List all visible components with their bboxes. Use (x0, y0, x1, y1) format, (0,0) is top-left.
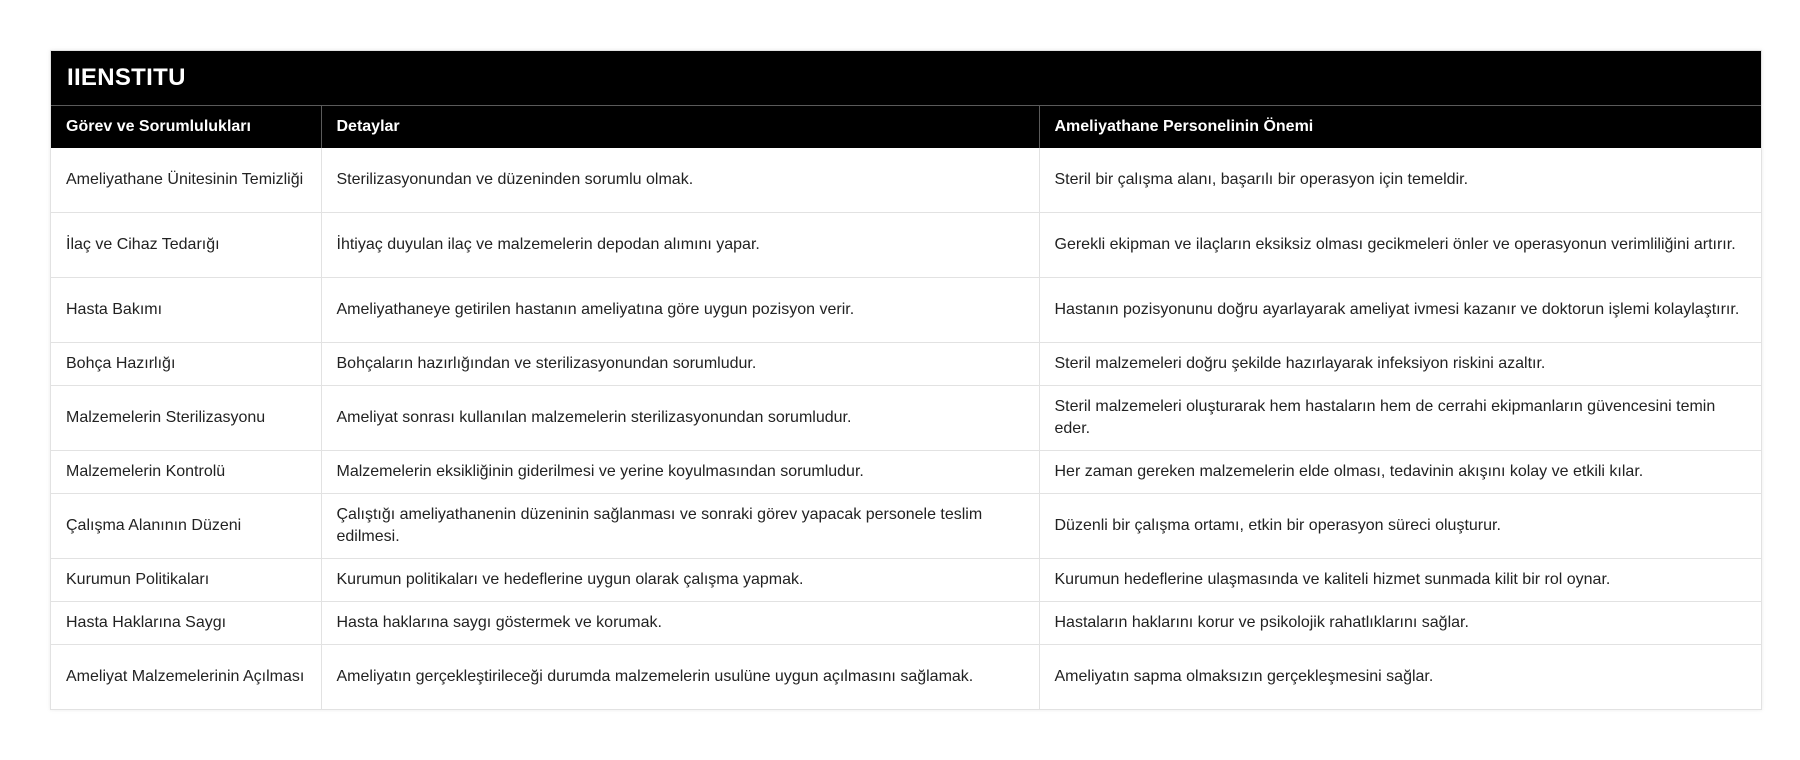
column-header-importance: Ameliyathane Personelinin Önemi (1039, 106, 1761, 148)
cell-duty: Kurumun Politikaları (51, 559, 321, 602)
duties-table (51, 106, 1761, 709)
cell-detail: Kurumun politikaları ve hedeflerine uygun olarak çalışma yapmak. (321, 559, 1039, 602)
table-row (51, 148, 1761, 213)
cell-detail: İhtiyaç duyulan ilaç ve malzemelerin depodan alımını yapar. (321, 213, 1039, 278)
table-row (51, 278, 1761, 343)
table-card (50, 50, 1762, 710)
cell-importance: Gerekli ekipman ve ilaçların eksiksiz olması gecikmeleri önler ve operasyonun verimliliğini artırır. (1039, 213, 1761, 278)
cell-importance: Hastanın pozisyonunu doğru ayarlayarak ameliyat ivmesi kazanır ve doktorun işlemi kolaylaştırır. (1039, 278, 1761, 343)
cell-duty: İlaç ve Cihaz Tedarığı (51, 213, 321, 278)
cell-importance: Düzenli bir çalışma ortamı, etkin bir operasyon süreci oluşturur. (1039, 494, 1761, 559)
cell-duty: Malzemelerin Sterilizasyonu (51, 386, 321, 451)
cell-detail: Malzemelerin eksikliğinin giderilmesi ve yerine koyulmasından sorumludur. (321, 451, 1039, 494)
cell-duty: Hasta Haklarına Saygı (51, 602, 321, 645)
cell-detail: Hasta haklarına saygı göstermek ve korumak. (321, 602, 1039, 645)
table-row (51, 645, 1761, 710)
table-row (51, 386, 1761, 451)
cell-importance: Kurumun hedeflerine ulaşmasında ve kaliteli hizmet sunmada kilit bir rol oynar. (1039, 559, 1761, 602)
table-row (51, 213, 1761, 278)
cell-importance: Steril bir çalışma alanı, başarılı bir operasyon için temeldir. (1039, 148, 1761, 213)
cell-detail: Ameliyat sonrası kullanılan malzemelerin sterilizasyonundan sorumludur. (321, 386, 1039, 451)
cell-importance: Her zaman gereken malzemelerin elde olması, tedavinin akışını kolay ve etkili kılar. (1039, 451, 1761, 494)
table-row (51, 602, 1761, 645)
table-row (51, 559, 1761, 602)
table-header-row (51, 106, 1761, 148)
cell-detail: Ameliyathaneye getirilen hastanın ameliyatına göre uygun pozisyon verir. (321, 278, 1039, 343)
cell-duty: Ameliyat Malzemelerinin Açılması (51, 645, 321, 710)
table-row (51, 451, 1761, 494)
cell-duty: Bohça Hazırlığı (51, 343, 321, 386)
cell-duty: Çalışma Alanının Düzeni (51, 494, 321, 559)
brand-title: IIENSTITU (51, 51, 1761, 106)
cell-detail: Çalıştığı ameliyathanenin düzeninin sağlanması ve sonraki görev yapacak personele teslim edilmesi. (321, 494, 1039, 559)
cell-importance: Ameliyatın sapma olmaksızın gerçekleşmesini sağlar. (1054, 668, 1434, 685)
cell-importance: Steril malzemeleri doğru şekilde hazırlayarak infeksiyon riskini azaltır. (1039, 343, 1761, 386)
table-row (51, 494, 1761, 559)
cell-detail: Ameliyatın gerçekleştirileceği durumda malzemelerin usulüne uygun açılmasını sağlamak. (321, 645, 1039, 710)
column-header-duties: Görev ve Sorumlulukları (51, 106, 321, 148)
cell-duty: Hasta Bakımı (51, 278, 321, 343)
table-row (51, 343, 1761, 386)
cell-duty: Ameliyathane Ünitesinin Temizliği (51, 148, 321, 213)
cell-duty: Malzemelerin Kontrolü (51, 451, 321, 494)
cell-detail: Bohçaların hazırlığından ve sterilizasyonundan sorumludur. (321, 343, 1039, 386)
cell-importance: Hastaların haklarını korur ve psikolojik rahatlıklarını sağlar. (1039, 602, 1761, 645)
column-header-details: Detaylar (321, 106, 1039, 148)
cell-detail: Sterilizasyonundan ve düzeninden sorumlu olmak. (321, 148, 1039, 213)
cell-importance: Steril malzemeleri oluşturarak hem hastaların hem de cerrahi ekipmanların güvencesini temin eder. (1039, 386, 1761, 451)
